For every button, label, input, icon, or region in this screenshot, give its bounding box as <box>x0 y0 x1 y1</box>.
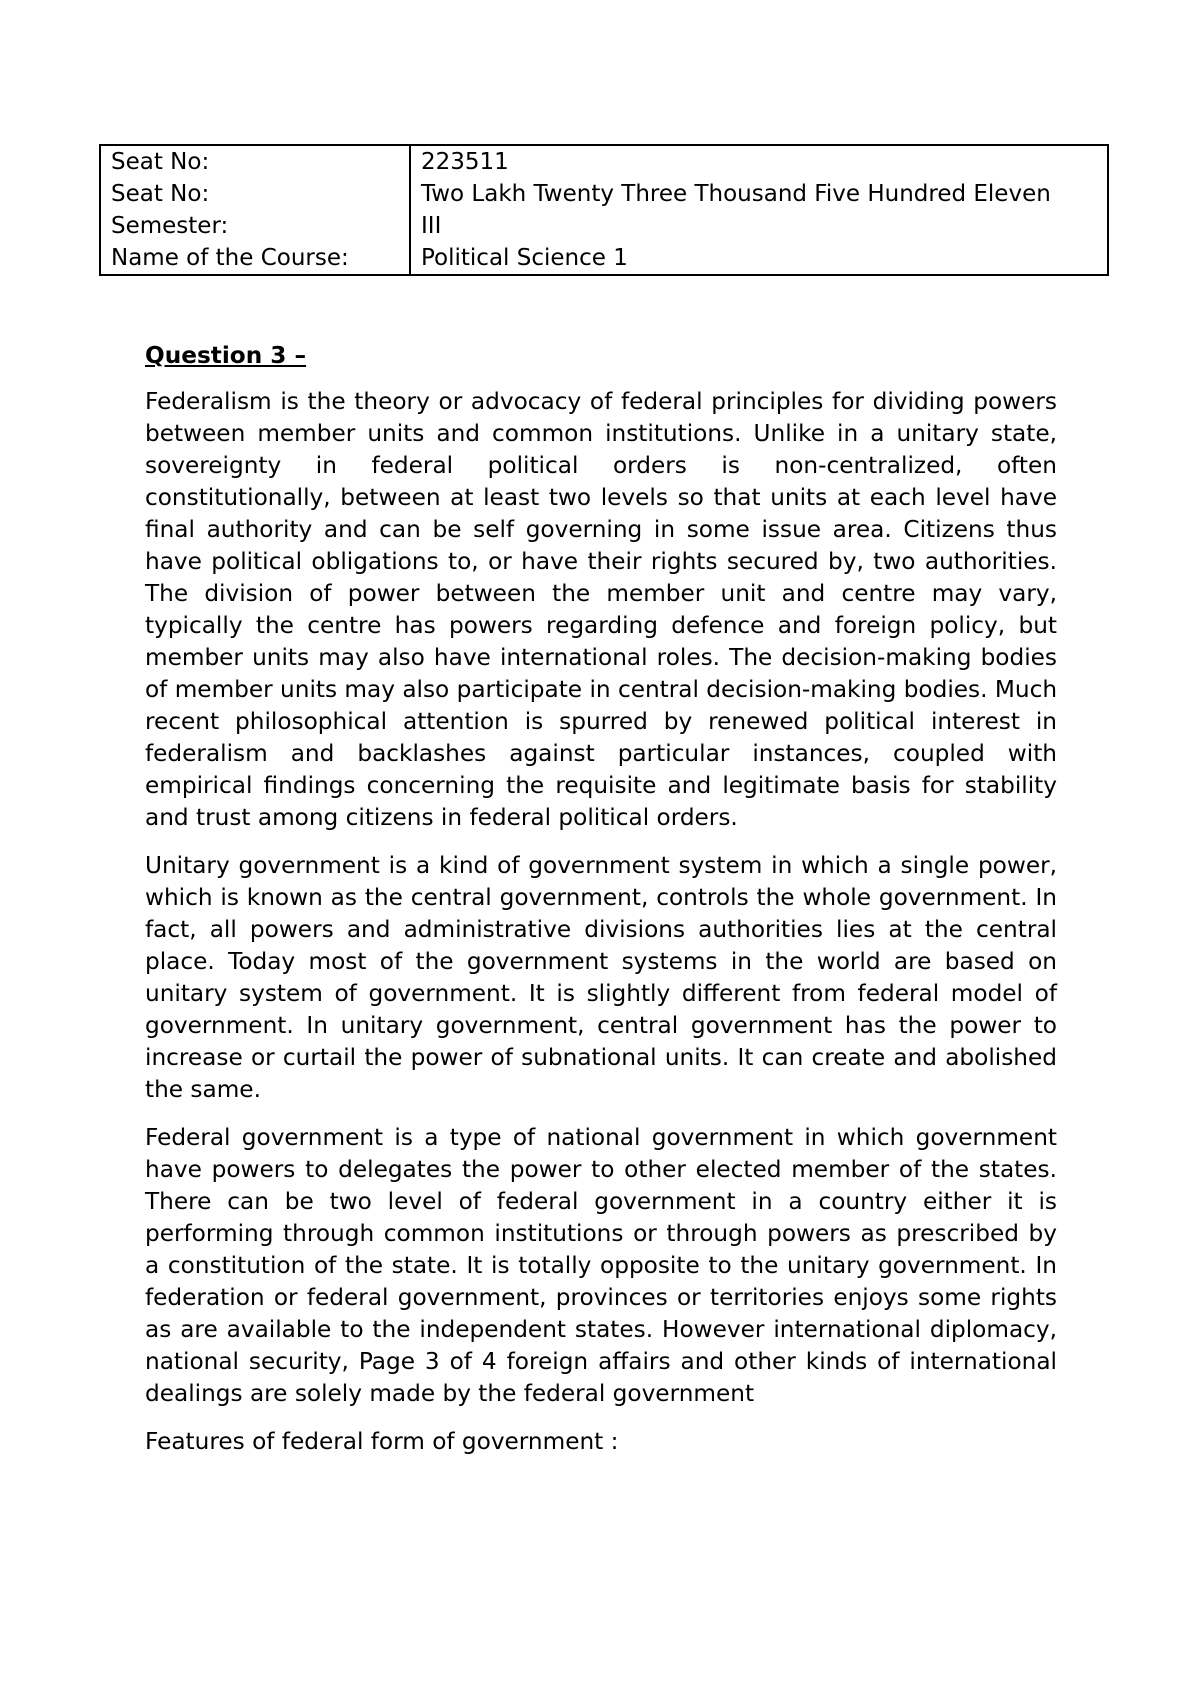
course-name-value: Political Science 1 <box>421 245 628 271</box>
student-info-table <box>99 144 1109 276</box>
table-row <box>100 210 1108 242</box>
seat-no-label: Seat No: <box>100 145 410 178</box>
table-row <box>100 242 1108 275</box>
seat-no-words-label: Seat No: <box>100 178 410 210</box>
table-row <box>100 145 1108 178</box>
seat-no-words-value: Two Lakh Twenty Three Thousand Five Hundred Eleven <box>421 181 1051 207</box>
seat-no-value: 223511 <box>421 149 509 175</box>
features-heading: Features of federal form of government : <box>145 1428 619 1455</box>
semester-label: Semester: <box>100 210 410 242</box>
federal-government-paragraph: Federal government is a type of national government in which government have powers to delegates the power to other elected member of the states. There can be two level of federal government in a country either it is performing through common institutions or through powers as prescribed by a constitution of the state. It is totally opposite to the unitary government. In federation or federal government, provinces or territories enjoys some rights as are available to the independent states. However international diplomacy, national security, Page 3 of 4 foreign affairs and other kinds of international dealings are solely made by the federal government <box>145 1124 1057 1407</box>
table-row <box>100 178 1108 210</box>
question-heading: Question 3 – <box>145 342 307 369</box>
unitary-government-paragraph: Unitary government is a kind of government system in which a single power, which is known as the central government, controls the whole government. In fact, all powers and administrative divisions authorities lies at the central place. Today most of the government systems in the world are based on unitary system of government. It is slightly different from federal model of government. In unitary government, central government has the power to increase or curtail the power of subnational units. It can create and abolished the same. <box>145 852 1057 1103</box>
semester-value: III <box>421 213 442 239</box>
course-name-label: Name of the Course: <box>100 242 410 275</box>
answer-body <box>145 340 1057 1458</box>
federalism-paragraph: Federalism is the theory or advocacy of federal principles for dividing powers between member units and common institutions. Unlike in a unitary state, sovereignty in federal political orders is non-centralized, often constitutionally, between at least two levels so that units at each level have final authority and can be self governing in some issue area. Citizens thus have political obligations to, or have their rights secured by, two authorities. The division of power between the member unit and centre may vary, typically the centre has powers regarding defence and foreign policy, but member units may also have international roles. The decision-making bodies of member units may also participate in central decision-making bodies. Much recent philosophical attention is spurred by renewed political interest in federalism and backlashes against particular instances, coupled with empirical findings concerning the requisite and legitimate basis for stability and trust among citizens in federal political orders. <box>145 388 1058 831</box>
